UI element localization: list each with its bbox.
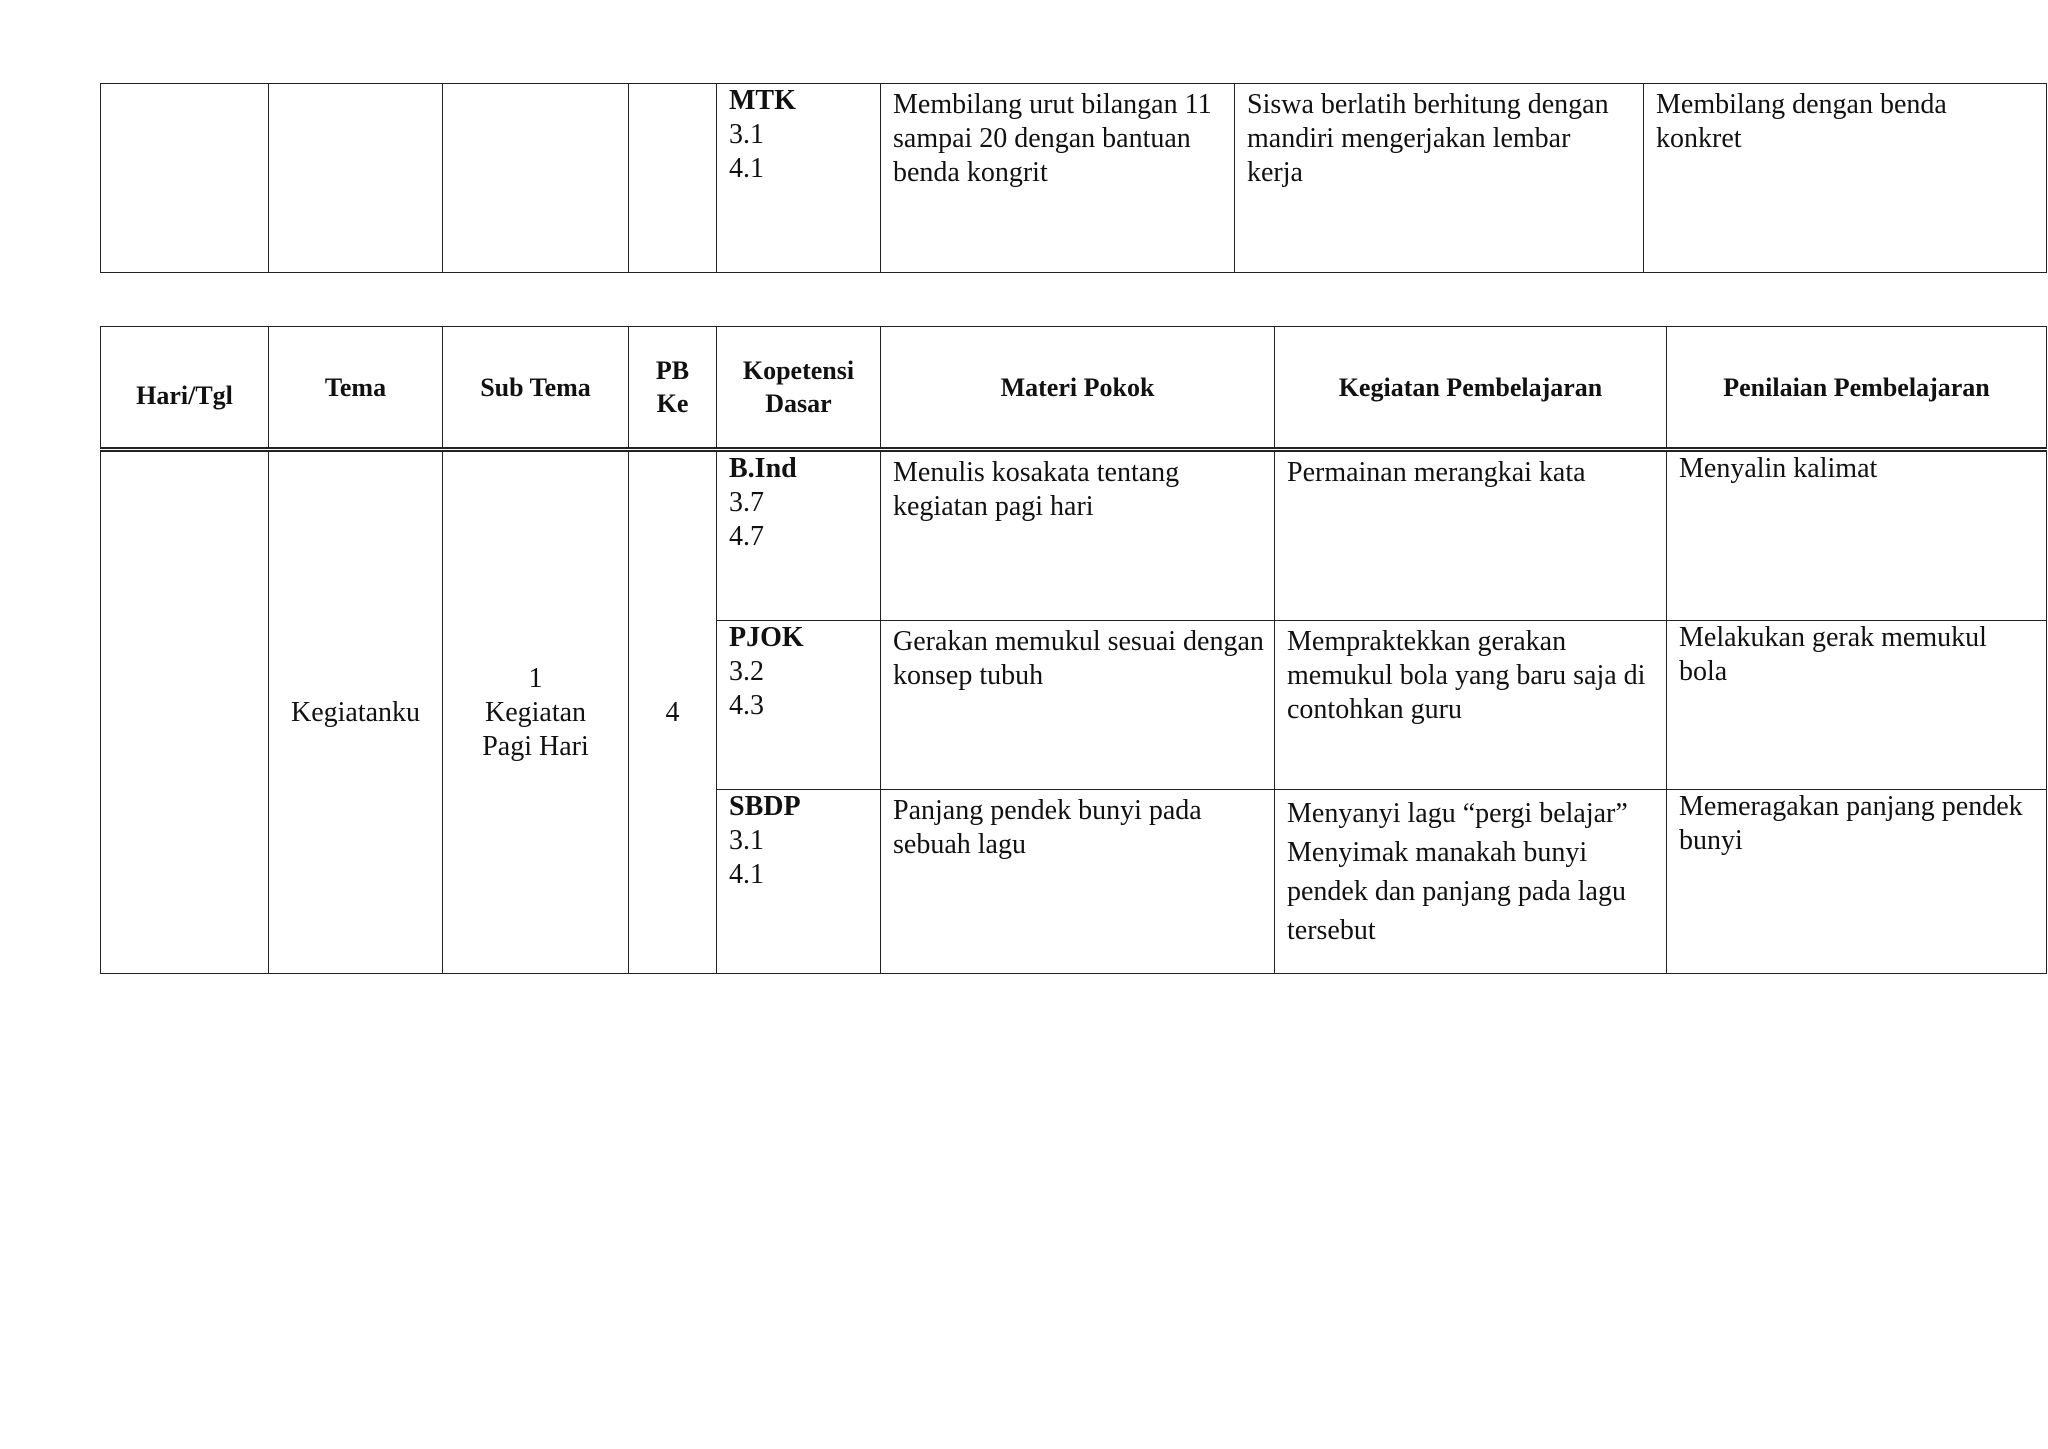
- kd-code: 4.7: [729, 521, 764, 552]
- subtema-cell: 1 Kegiatan Pagi Hari: [443, 450, 629, 974]
- header-kegiatan: Kegiatan Pembelajaran: [1275, 327, 1667, 450]
- table-row: [101, 450, 2047, 621]
- header-subtema: Sub Tema: [443, 327, 629, 450]
- penilaian-cell: Menyalin kalimat: [1667, 450, 2047, 621]
- kd-code: 4.1: [729, 859, 764, 890]
- kd-subject: PJOK: [729, 622, 804, 653]
- kd-cell: [717, 450, 881, 621]
- header-hari: Hari/Tgl: [101, 327, 269, 450]
- lesson-plan-table: [100, 326, 2047, 974]
- kd-subject: MTK: [729, 85, 796, 116]
- kd-code: 3.7: [729, 487, 764, 518]
- header-penilaian: Penilaian Pembelajaran: [1667, 327, 2047, 450]
- header-pb: PB Ke: [629, 327, 717, 450]
- pb-cell: [629, 84, 717, 273]
- header-materi: Materi Pokok: [881, 327, 1275, 450]
- penilaian-cell: Memeragakan panjang pendek bunyi: [1667, 790, 2047, 974]
- kd-cell: [717, 621, 881, 790]
- kegiatan-cell: Menyanyi lagu “pergi belajar” Menyimak manakah bunyi pendek dan panjang pada lagu tersebut: [1275, 790, 1667, 974]
- header-kd: Kopetensi Dasar: [717, 327, 881, 450]
- kd-code: 3.2: [729, 656, 764, 687]
- materi-cell: Membilang urut bilangan 11 sampai 20 dengan bantuan benda kongrit: [881, 84, 1235, 273]
- kegiatan-cell: Permainan merangkai kata: [1275, 450, 1667, 621]
- materi-cell: Menulis kosakata tentang kegiatan pagi hari: [881, 450, 1275, 621]
- kegiatan-cell: Siswa berlatih berhitung dengan mandiri mengerjakan lembar kerja: [1235, 84, 1644, 273]
- kd-code: 3.1: [729, 119, 764, 150]
- hari-cell: [101, 84, 269, 273]
- kd-cell: [717, 790, 881, 974]
- header-tema: Tema: [269, 327, 443, 450]
- materi-cell: Gerakan memukul sesuai dengan konsep tubuh: [881, 621, 1275, 790]
- tema-cell: [269, 84, 443, 273]
- pb-cell: 4: [629, 450, 717, 974]
- subtema-cell: [443, 84, 629, 273]
- hari-cell: [101, 450, 269, 974]
- kd-subject: B.Ind: [729, 453, 797, 484]
- tema-cell: Kegiatanku: [269, 450, 443, 974]
- kd-subject: SBDP: [729, 791, 801, 822]
- table-row: [101, 84, 2047, 273]
- penilaian-cell: Melakukan gerak memukul bola: [1667, 621, 2047, 790]
- kd-cell: [717, 84, 881, 273]
- kd-code: 4.3: [729, 690, 764, 721]
- kd-code: 4.1: [729, 153, 764, 184]
- penilaian-cell: Membilang dengan benda konkret: [1644, 84, 2047, 273]
- continuation-table: [100, 83, 2047, 273]
- header-row: [101, 327, 2047, 450]
- kegiatan-cell: Mempraktekkan gerakan memukul bola yang baru saja di contohkan guru: [1275, 621, 1667, 790]
- materi-cell: Panjang pendek bunyi pada sebuah lagu: [881, 790, 1275, 974]
- kd-code: 3.1: [729, 825, 764, 856]
